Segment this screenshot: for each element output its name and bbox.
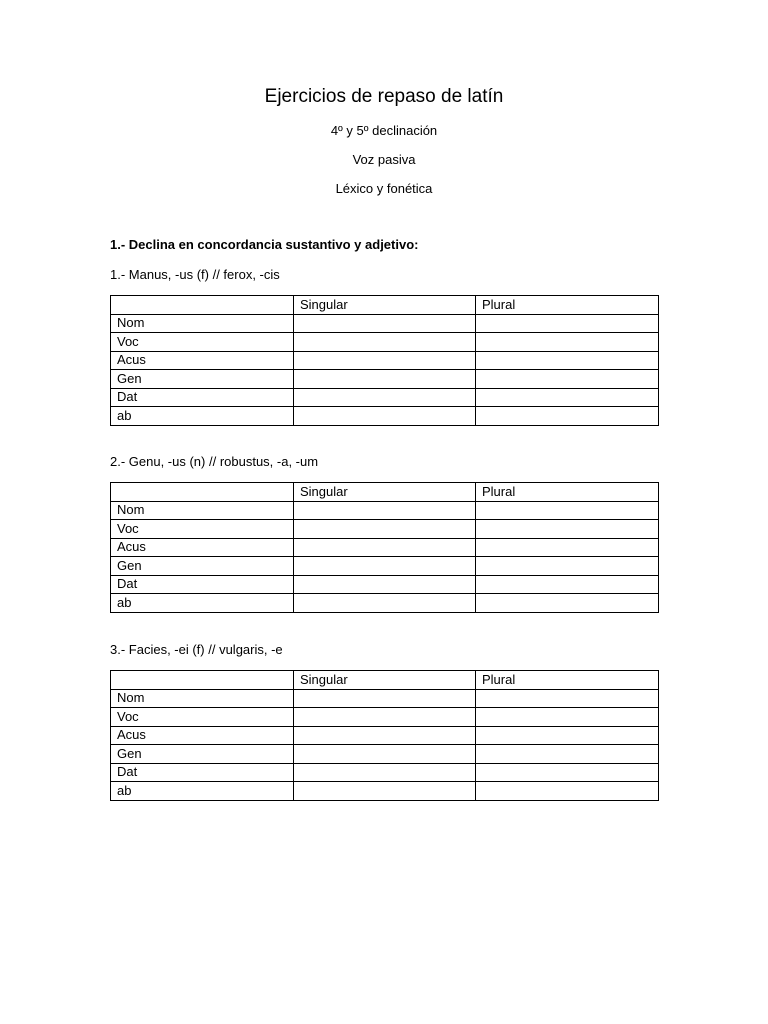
table-row bbox=[111, 557, 659, 576]
answer-cell[interactable] bbox=[294, 370, 476, 389]
answer-cell[interactable] bbox=[476, 370, 659, 389]
answer-cell[interactable] bbox=[476, 689, 659, 708]
case-label: Nom bbox=[111, 501, 294, 520]
answer-cell[interactable] bbox=[294, 745, 476, 764]
case-label: ab bbox=[111, 594, 294, 613]
header-cell-singular: Singular bbox=[294, 296, 476, 315]
answer-cell[interactable] bbox=[476, 557, 659, 576]
table-row bbox=[111, 314, 659, 333]
table-row bbox=[111, 763, 659, 782]
answer-cell[interactable] bbox=[294, 557, 476, 576]
table-header-row bbox=[111, 296, 659, 315]
table-row bbox=[111, 351, 659, 370]
table-row bbox=[111, 575, 659, 594]
subtitle-lexicon: Léxico y fonética bbox=[335, 181, 433, 196]
answer-cell[interactable] bbox=[294, 594, 476, 613]
answer-cell[interactable] bbox=[476, 594, 659, 613]
answer-cell[interactable] bbox=[294, 763, 476, 782]
table-header-row bbox=[111, 671, 659, 690]
table-row bbox=[111, 594, 659, 613]
case-label: Acus bbox=[111, 351, 294, 370]
table-row bbox=[111, 388, 659, 407]
section-heading: 1.- Declina en concordancia sustantivo y adjetivo: bbox=[110, 237, 419, 252]
answer-cell[interactable] bbox=[476, 314, 659, 333]
declension-table bbox=[110, 670, 659, 801]
table-row bbox=[111, 538, 659, 557]
case-label: Dat bbox=[111, 763, 294, 782]
answer-cell[interactable] bbox=[294, 726, 476, 745]
answer-cell[interactable] bbox=[476, 726, 659, 745]
answer-cell[interactable] bbox=[294, 501, 476, 520]
answer-cell[interactable] bbox=[476, 520, 659, 539]
table-row bbox=[111, 782, 659, 801]
table-row bbox=[111, 520, 659, 539]
answer-cell[interactable] bbox=[476, 538, 659, 557]
answer-cell[interactable] bbox=[294, 782, 476, 801]
header-cell-plural: Plural bbox=[476, 296, 659, 315]
header-cell-plural: Plural bbox=[476, 483, 659, 502]
answer-cell[interactable] bbox=[476, 333, 659, 352]
answer-cell[interactable] bbox=[294, 388, 476, 407]
case-label: Dat bbox=[111, 388, 294, 407]
answer-cell[interactable] bbox=[294, 575, 476, 594]
answer-cell[interactable] bbox=[294, 520, 476, 539]
case-label: Nom bbox=[111, 314, 294, 333]
case-label: Dat bbox=[111, 575, 294, 594]
case-label: Acus bbox=[111, 726, 294, 745]
table-row bbox=[111, 689, 659, 708]
declension-table bbox=[110, 295, 659, 426]
header-cell-singular: Singular bbox=[294, 483, 476, 502]
case-label: Nom bbox=[111, 689, 294, 708]
answer-cell[interactable] bbox=[476, 708, 659, 727]
header-cell-singular: Singular bbox=[294, 671, 476, 690]
answer-cell[interactable] bbox=[476, 763, 659, 782]
header-cell bbox=[111, 296, 294, 315]
subtitle-declension: 4º y 5º declinación bbox=[330, 123, 438, 138]
document-title: Ejercicios de repaso de latín bbox=[264, 86, 504, 107]
header-cell-plural: Plural bbox=[476, 671, 659, 690]
declension-table bbox=[110, 482, 659, 613]
case-label: Gen bbox=[111, 745, 294, 764]
answer-cell[interactable] bbox=[294, 351, 476, 370]
case-label: ab bbox=[111, 782, 294, 801]
table-row bbox=[111, 333, 659, 352]
answer-cell[interactable] bbox=[476, 745, 659, 764]
header-cell bbox=[111, 483, 294, 502]
answer-cell[interactable] bbox=[294, 538, 476, 557]
answer-cell[interactable] bbox=[294, 689, 476, 708]
case-label: ab bbox=[111, 407, 294, 426]
exercise-label: 3.- Facies, -ei (f) // vulgaris, -e bbox=[110, 642, 283, 657]
answer-cell[interactable] bbox=[294, 407, 476, 426]
answer-cell[interactable] bbox=[294, 314, 476, 333]
table-row bbox=[111, 501, 659, 520]
table-row bbox=[111, 407, 659, 426]
answer-cell[interactable] bbox=[476, 388, 659, 407]
case-label: Voc bbox=[111, 708, 294, 727]
answer-cell[interactable] bbox=[294, 708, 476, 727]
case-label: Gen bbox=[111, 370, 294, 389]
table-row bbox=[111, 708, 659, 727]
case-label: Voc bbox=[111, 520, 294, 539]
table-row bbox=[111, 745, 659, 764]
case-label: Voc bbox=[111, 333, 294, 352]
exercise-label: 1.- Manus, -us (f) // ferox, -cis bbox=[110, 267, 280, 282]
header-cell bbox=[111, 671, 294, 690]
table-row bbox=[111, 726, 659, 745]
table-row bbox=[111, 370, 659, 389]
answer-cell[interactable] bbox=[294, 333, 476, 352]
table-header-row bbox=[111, 483, 659, 502]
answer-cell[interactable] bbox=[476, 782, 659, 801]
answer-cell[interactable] bbox=[476, 575, 659, 594]
case-label: Gen bbox=[111, 557, 294, 576]
answer-cell[interactable] bbox=[476, 407, 659, 426]
case-label: Acus bbox=[111, 538, 294, 557]
exercise-label: 2.- Genu, -us (n) // robustus, -a, -um bbox=[110, 454, 319, 469]
subtitle-passive-voice: Voz pasiva bbox=[352, 152, 416, 167]
answer-cell[interactable] bbox=[476, 501, 659, 520]
answer-cell[interactable] bbox=[476, 351, 659, 370]
